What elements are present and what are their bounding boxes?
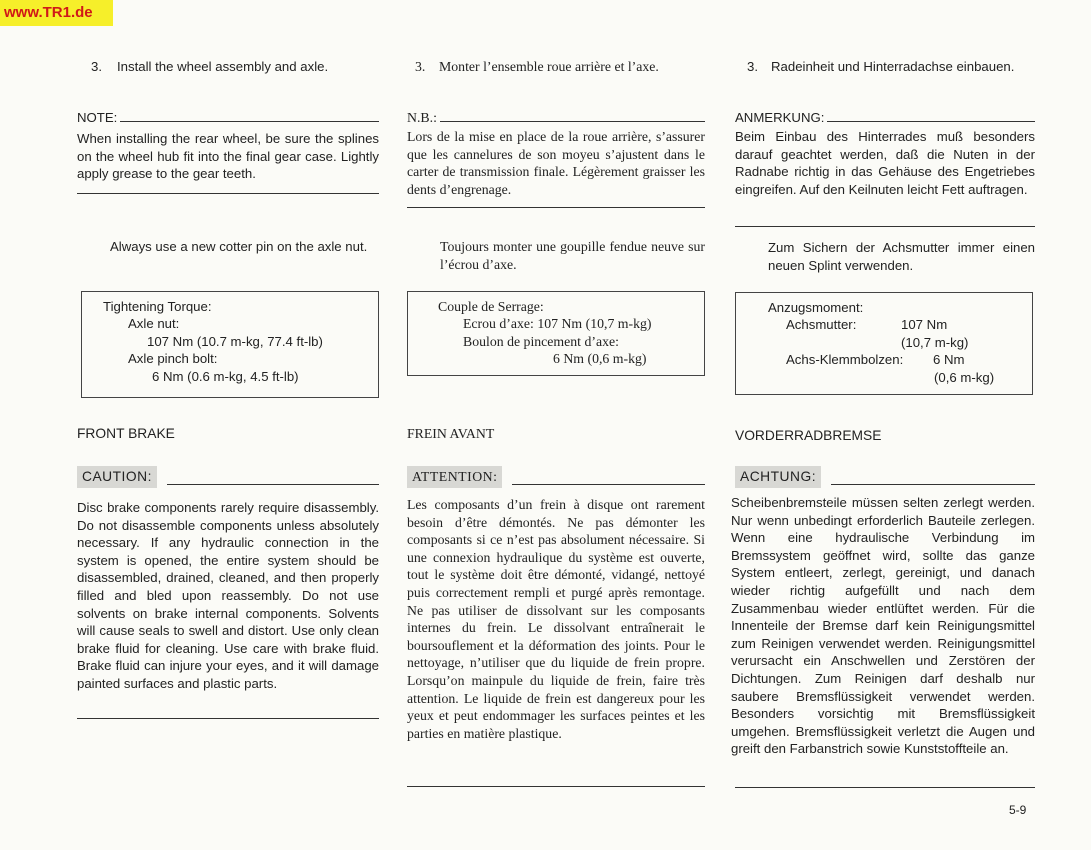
- cotter-pin-note: Always use a new cotter pin on the axle nut.: [110, 239, 368, 254]
- caution-heading: [735, 466, 1035, 488]
- torque-axle-value-metric: (10,7 m-kg): [901, 334, 969, 350]
- install-step: [407, 58, 705, 75]
- caution-divider: [77, 718, 379, 719]
- step-number: 3.: [91, 59, 102, 74]
- caution-rule: [167, 484, 379, 485]
- torque-pinch-value: 6 Nm: [933, 352, 965, 368]
- torque-pinch-label: Boulon de pincement d’axe:: [463, 333, 619, 349]
- page-number: 5-9: [1009, 803, 1027, 817]
- caution-heading: [407, 466, 705, 488]
- caution-rule: [831, 484, 1035, 485]
- note-text: When installing the rear wheel, be sure the splines on the wheel hub fit into the final gear case. Lightly apply grease to the gear teeth.: [77, 131, 379, 182]
- torque-pinch-line: [786, 351, 1032, 368]
- torque-pinch-label: Achs-Klemmbolzen:: [786, 352, 904, 368]
- caution-label: ACHTUNG:: [735, 466, 821, 488]
- note-text: Lors de la mise en place de la roue arrière, s’assurer que les cannelures de son moyeu s’ajustent dans le carter de transmission finale. Légèrement graisser les dents d’engrenage.: [407, 129, 705, 197]
- note-rule: [440, 121, 705, 122]
- step-text: Monter l’ensemble roue arrière et l’axe.: [439, 59, 659, 74]
- note-rule: [120, 121, 379, 122]
- caution-text: Scheibenbremsteile müssen selten zerlegt werden. Nur wenn unbedingt erforderlich Bauteile zerlegen. Wenn eine hydraulische Verbindung im Bremssystem geöffnet wird, sollte das ganze System entleert, zerlegt, gereinigt, und danach wieder richtig aufgefüllt und nach dem Zusammenbau wieder entlüftet werden. Für die Innenteile der Bremse darf kein Reinigungsmittel zum Reinigen verwendet werden. Reinigungsmittel verursacht ein Anschwellen und Zerstören der Dichtungen. Zum Reinigen darf deshalb nur saubere Bremsflüssigkeit verwendet werden. Besonders vorsichtig mit Bremsflüssigkeit umgehen. Bremsflüssigkeit verletzt die Augen und greift den Farbanstrich sowie Kunststoffteile an.: [731, 495, 1035, 757]
- torque-box: [81, 291, 379, 398]
- step-number: 3.: [415, 59, 426, 74]
- note-label: ANMERKUNG:: [735, 110, 825, 125]
- note-heading: [407, 110, 705, 126]
- step-text: Install the wheel assembly and axle.: [117, 59, 329, 74]
- caution-divider: [735, 787, 1035, 788]
- torque-title: Couple de Serrage:: [438, 299, 544, 314]
- caution-heading: [77, 466, 379, 488]
- caution-divider: [407, 786, 705, 787]
- torque-axle-line: [786, 316, 1032, 333]
- caution-label: ATTENTION:: [407, 466, 502, 488]
- cotter-pin-note: Toujours monter une goupille fendue neuve sur l’écrou d’axe.: [440, 239, 705, 272]
- torque-axle-label: Achsmutter:: [786, 317, 857, 333]
- torque-pinch-value: 6 Nm (0,6 m-kg): [553, 351, 647, 367]
- note-rule: [827, 121, 1035, 122]
- caution-label: CAUTION:: [77, 466, 157, 488]
- note-heading: [77, 110, 379, 126]
- torque-box: [735, 292, 1033, 395]
- torque-axle-value: 107 Nm: [901, 317, 948, 333]
- note-text: Beim Einbau des Hinterrades muß besonders darauf geachtet werden, daß die Nuten in der Radnabe richtig in das Gehäuse des Engetriebes eingreifen. Auf den Keilnuten leicht Fett auftragen.: [735, 129, 1035, 197]
- section-title: FRONT BRAKE: [77, 426, 175, 441]
- note-label: N.B.:: [407, 110, 437, 125]
- section-title: FREIN AVANT: [407, 426, 495, 441]
- caution-text: Disc brake components rarely require disassembly. Do not disassemble components unless absolutely necessary. If any hydraulic connection in the system is opened, the entire system should be disassembled, drained, cleaned, and then properly filled and bled upon reassembly. Do not use solvents on brake internal components. Solvents will cause seals to swell and distort. Use only clean brake fluid for cleaning. Use care with brake fluid. Brake fluid can injure your eyes, and it will damage painted surfaces and plastic parts.: [77, 500, 379, 691]
- torque-title: Anzugsmoment:: [768, 300, 864, 315]
- torque-axle-line: [463, 315, 704, 332]
- cotter-pin-note: Zum Sichern der Achsmutter immer einen neuen Splint verwenden.: [768, 240, 1035, 273]
- torque-axle-label: Ecrou d’axe:: [463, 316, 534, 332]
- caution-text: Les composants d’un frein à disque ont rarement besoin d’être démontés. Ne pas démonter les composants si ce n’est pas absolument nécessaire. Si une connexion hydraulique du système est ouverte, tout le système doit être démonté, vidangé, nettoyé puis correctement rempli et purgé après remontage. Ne pas utiliser de dissolvant sur les composants internes du frein. Le dissolvant entraînerait le boursouflement et la déformation des joints. Pour le nettoyage, n’utiliser que du liquide de frein propre. Lorsqu’on mainpule du liquide de frein, faire très attention. Le liquide de frein est dangereux pour les yeux et peut endommager les surfaces peintes et les parties en matière plastique.: [407, 497, 705, 741]
- note-heading: [735, 110, 1035, 126]
- note-divider: [735, 226, 1035, 227]
- torque-pinch-value-metric: (0,6 m-kg): [934, 369, 995, 385]
- torque-box: [407, 291, 705, 376]
- step-number: 3.: [747, 59, 758, 74]
- torque-pinch-label: Axle pinch bolt:: [128, 351, 218, 367]
- torque-axle-value: 107 Nm (10.7 m-kg, 77.4 ft-lb): [147, 333, 323, 349]
- torque-pinch-value: 6 Nm (0.6 m-kg, 4.5 ft-lb): [152, 368, 299, 384]
- caution-rule: [512, 484, 705, 485]
- install-step: [77, 58, 379, 75]
- torque-axle-label: Axle nut:: [128, 316, 180, 332]
- step-text: Radeinheit und Hinterradachse einbauen.: [771, 59, 1015, 74]
- install-step: [735, 58, 1035, 75]
- section-title: VORDERRADBREMSE: [735, 428, 882, 443]
- note-label: NOTE:: [77, 110, 118, 125]
- note-divider: [407, 207, 705, 208]
- torque-axle-value: 107 Nm (10,7 m-kg): [537, 316, 652, 332]
- torque-title: Tightening Torque:: [103, 299, 212, 314]
- watermark-logo[interactable]: www.TR1.de: [0, 0, 113, 26]
- note-divider: [77, 193, 379, 194]
